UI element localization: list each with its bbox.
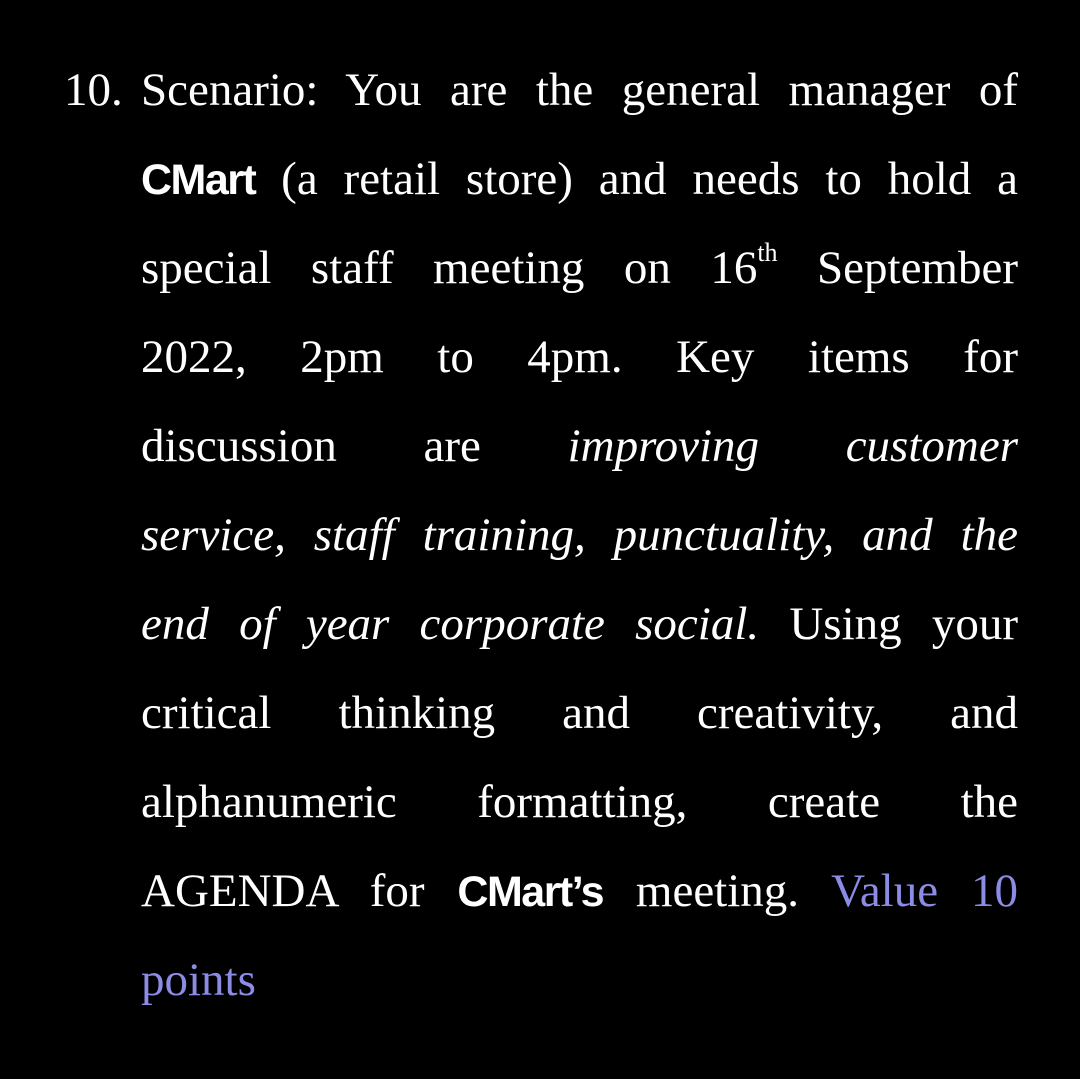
line-10-start: AGENDA for (141, 865, 458, 917)
text-line-1 (141, 46, 1018, 135)
line-3-start: special staff meeting on 16 (141, 242, 758, 294)
agenda-items-part-1: improving customer (567, 420, 1018, 472)
meeting-time: 2022, 2pm to 4pm. Key items for (141, 331, 1018, 383)
agenda-items-part-3: end of year corporate social. (141, 598, 760, 650)
line-5-start: discussion are (141, 420, 568, 472)
text-line-3 (141, 224, 1018, 313)
line-8: critical thinking and creativity, and (141, 687, 1018, 739)
text-line-4 (141, 313, 1018, 402)
text-line-2 (141, 135, 1018, 224)
date-ordinal-suffix: th (757, 238, 778, 267)
question-text (141, 46, 1018, 1025)
scenario-intro: Scenario: You are the general manager of (141, 64, 1018, 116)
line-2-rest: (a retail store) and needs to hold a (255, 153, 1018, 205)
text-line-9 (141, 758, 1018, 847)
point-value-part-1: Value 10 (831, 865, 1018, 917)
text-line-10 (141, 847, 1018, 936)
line-10-middle: meeting. (603, 865, 832, 917)
question-number: 10. (64, 64, 123, 116)
question-10 (64, 46, 1018, 1025)
agenda-items-part-2: service, staff training, punctuality, and the (141, 509, 1018, 561)
text-line-7 (141, 580, 1018, 669)
store-name: CMart (141, 156, 256, 204)
text-line-6 (141, 491, 1018, 580)
point-value-part-2: points (141, 954, 256, 1006)
line-7-end: Using your (759, 598, 1018, 650)
store-name-possessive: CMart’s (457, 868, 604, 916)
text-line-5 (141, 402, 1018, 491)
line-3-end: September (777, 242, 1018, 294)
text-line-8 (141, 669, 1018, 758)
line-9: alphanumeric formatting, create the (141, 776, 1018, 828)
text-line-11 (141, 936, 1018, 1025)
